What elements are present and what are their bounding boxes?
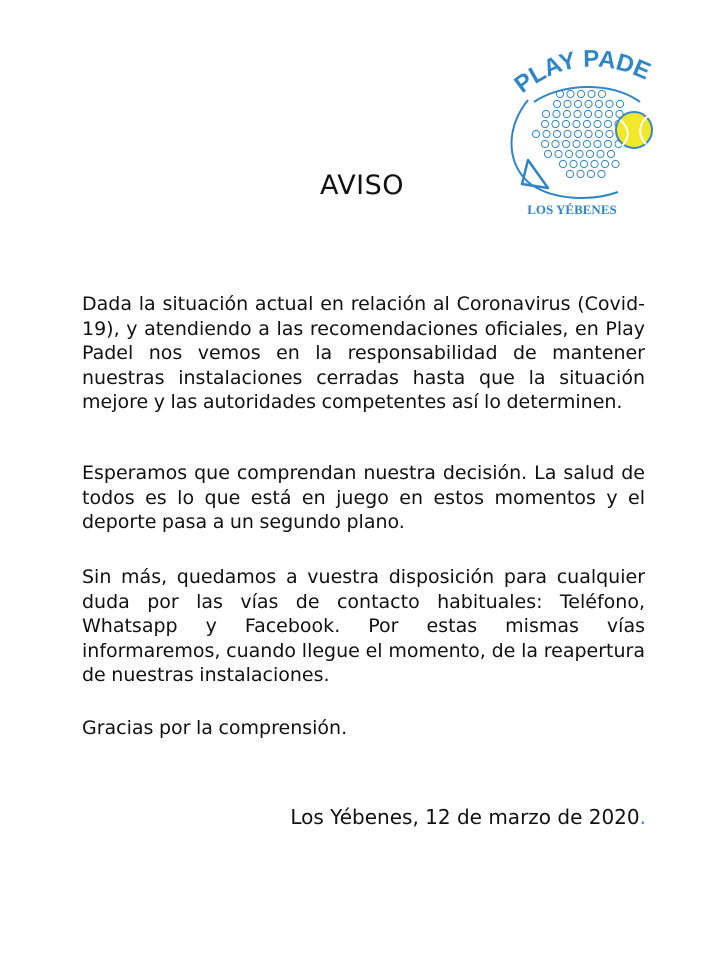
- racket-hole: [559, 160, 566, 167]
- racket-hole: [552, 140, 559, 147]
- racket-hole: [588, 90, 595, 97]
- signature-period: .: [639, 805, 646, 829]
- racket-hole: [605, 110, 612, 117]
- racket-hole: [616, 100, 623, 107]
- racket-hole: [573, 120, 580, 127]
- racket-hole: [584, 110, 591, 117]
- racket-hole: [604, 120, 611, 127]
- racket-holes-pattern: [532, 90, 623, 177]
- racket-hole: [594, 140, 601, 147]
- racket-hole: [541, 120, 548, 127]
- racket-hole: [565, 150, 572, 157]
- racket-hole: [597, 150, 604, 157]
- racket-hole: [555, 150, 562, 157]
- racket-hole: [562, 120, 569, 127]
- racket-hole: [606, 130, 613, 137]
- racket-hole: [542, 110, 549, 117]
- racket-hole: [607, 150, 614, 157]
- racket-hole: [577, 90, 584, 97]
- racket-hole: [543, 130, 550, 137]
- racket-hole: [574, 130, 581, 137]
- racket-hole: [564, 130, 571, 137]
- racket-hole: [570, 160, 577, 167]
- racket-hole: [594, 120, 601, 127]
- notice-title: [0, 170, 720, 201]
- racket-hole: [532, 130, 539, 137]
- racket-hole: [585, 100, 592, 107]
- racket-hole: [567, 90, 574, 97]
- racket-hole: [612, 160, 619, 167]
- racket-hole: [580, 160, 587, 167]
- racket-hole: [564, 100, 571, 107]
- racket-hole: [595, 100, 602, 107]
- logo-brand-textpath: PLAY PADE: [509, 45, 655, 99]
- racket-hole: [562, 140, 569, 147]
- racket-hole: [541, 140, 548, 147]
- racket-top-outline: [534, 87, 640, 102]
- paragraph-understanding: Esperamos que comprendan nuestra decisión. La salud de todos es lo que está en juego en estos momentos y el deporte pasa a un segundo plano.: [82, 462, 645, 533]
- racket-hole: [573, 140, 580, 147]
- signature-text: Los Yébenes, 12 de marzo de 2020: [290, 805, 640, 829]
- racket-hole: [552, 120, 559, 127]
- racket-hole: [574, 100, 581, 107]
- racket-hole: [598, 90, 605, 97]
- notice-title-text: AVISO: [319, 170, 405, 201]
- racket-hole: [553, 110, 560, 117]
- racket-hole: [574, 110, 581, 117]
- racket-hole: [576, 150, 583, 157]
- racket-hole: [601, 160, 608, 167]
- racket-hole: [544, 150, 551, 157]
- racket-hole: [583, 120, 590, 127]
- racket-hole: [583, 140, 590, 147]
- paragraph-contact: Sin más, quedamos a vuestra disposición para cualquier duda por las vías de contacto habituales: Teléfono, Whatsapp y Facebook. Por estas mismas vías informaremos, cuando llegue el momento, de la reapertura de nuestras instalaciones.: [82, 566, 645, 686]
- signature-line: [290, 805, 646, 829]
- racket-hole: [595, 130, 602, 137]
- racket-hole: [604, 140, 611, 147]
- racket-hole: [563, 110, 570, 117]
- logo-location-text: LOS YÉBENES: [527, 202, 617, 217]
- racket-hole: [586, 150, 593, 157]
- paragraph-thanks: Gracias por la comprensión.: [82, 717, 348, 739]
- racket-hole: [595, 110, 602, 117]
- racket-hole: [556, 90, 563, 97]
- racket-hole: [553, 130, 560, 137]
- racket-hole: [553, 100, 560, 107]
- racket-hole: [606, 100, 613, 107]
- racket-hole: [585, 130, 592, 137]
- paragraph-situation: Dada la situación actual en relación al Coronavirus (Covid-19), y atendiendo a las recomendaciones oficiales, en Play Padel nos vemos en la responsabilidad de mantener nuestras instalaciones cerradas hasta que la situación mejore y las autoridades competentes así lo determinen.: [82, 293, 645, 413]
- racket-hole: [591, 160, 598, 167]
- logo-brand-text: [500, 42, 654, 99]
